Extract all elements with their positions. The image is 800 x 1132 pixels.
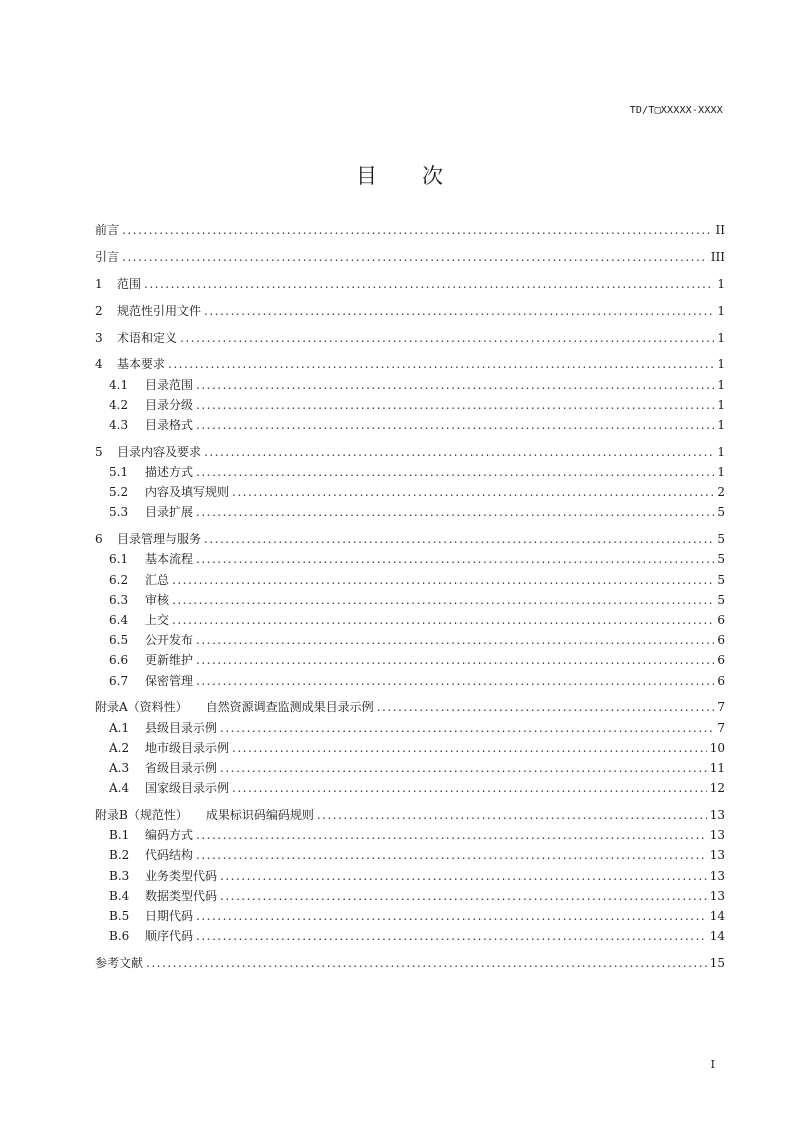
toc-entry-title: 县级目录示例 [145,720,218,735]
toc-entry-number: 1 [95,276,103,291]
toc-entry[interactable] [95,953,725,973]
toc-entry-page: 2 [717,485,725,500]
toc-entry-number: 4 [95,357,103,372]
toc-entry[interactable] [95,375,725,395]
toc-entry-number: B.5 [109,909,130,923]
toc-entry-number: 6.7 [109,673,129,688]
toc-leader-dots [317,805,707,825]
toc-entry-title: 公开发布 [145,633,194,648]
toc-entry-page: 12 [709,781,725,796]
toc-entry-number: 5.2 [109,485,129,500]
toc-entry[interactable] [95,610,725,630]
toc-entry-page: 15 [709,956,725,971]
toc-entry[interactable] [95,354,725,374]
toc-entry-number: B.2 [109,848,130,863]
toc-leader-dots [144,274,714,294]
toc-entry-page: 1 [717,330,725,345]
toc-entry[interactable] [95,926,725,946]
toc-entry[interactable] [95,630,725,650]
toc-entry-number: 附录A（资料性） [95,700,188,715]
toc-entry-title: 业务类型代码 [145,868,218,883]
toc-entry[interactable] [95,502,725,522]
toc-entry-number: B.3 [109,868,130,883]
toc-entry-title: 省级目录示例 [145,761,218,775]
toc-entry[interactable] [95,395,725,415]
toc-entry[interactable] [95,718,725,738]
toc-entry-page: 13 [709,888,725,903]
toc-entry-page: 5 [717,505,725,520]
toc-entry-page: 6 [717,613,725,627]
toc-leader-dots [172,570,714,590]
toc-entry[interactable] [95,462,725,482]
toc-leader-dots [377,697,715,717]
toc-entry-title: 引言 [95,249,120,264]
toc-entry-page: 13 [709,848,725,863]
toc-entry-title: 目录格式 [145,417,194,432]
toc-entry-page: 1 [717,444,725,459]
toc-entry-number: 4.3 [109,417,129,432]
toc-entry-page: 5 [717,572,725,587]
toc-leader-dots [232,778,707,798]
toc-entry-title: 日期代码 [145,909,194,923]
toc-entry-number: A.1 [109,720,130,735]
toc-entry[interactable] [95,671,725,691]
toc-entry-page: 14 [709,929,725,944]
toc-leader-dots [204,529,714,549]
toc-entry-title: 术语和定义 [117,330,178,345]
toc-entry-number: 2 [95,303,103,318]
toc-entry-title: 描述方式 [145,465,194,479]
page-number: I [710,1058,715,1071]
document-code: TD/T□XXXXX-XXXX [629,105,723,116]
toc-leader-dots [196,845,707,865]
toc-entry-page: 7 [717,700,725,715]
toc-entry-number: A.4 [109,781,130,796]
toc-entry-page: 1 [717,357,725,372]
toc-leader-dots [180,328,714,348]
toc-entry-page: 11 [709,761,725,775]
toc-entry-number: B.6 [109,929,130,944]
toc-leader-dots [196,375,714,395]
toc-entry-number: 4.1 [109,377,129,392]
toc-entry-page: 1 [717,377,725,392]
toc-entry-title: 数据类型代码 [145,888,218,903]
toc-leader-dots [196,549,714,569]
toc-entry[interactable] [95,482,725,502]
toc-entry[interactable] [95,301,725,321]
toc-entry-title: 汇总 [145,572,170,587]
toc-entry-page: 13 [709,808,725,823]
toc-entry-title: 参考文献 [95,956,144,971]
toc-entry[interactable] [95,415,725,435]
toc-entry-title: 范围 [117,276,142,291]
toc-entry-title: 目录管理与服务 [117,532,202,547]
toc-leader-dots [196,906,707,926]
toc-leader-dots [220,718,714,738]
toc-entry-page: 1 [717,303,725,318]
toc-entry[interactable] [95,328,725,348]
toc-entry[interactable] [95,247,725,267]
toc-entry[interactable] [95,825,725,845]
toc-entry-page: 10 [709,740,725,755]
toc-entry-title: 目录扩展 [145,505,194,520]
toc-entry-page: 6 [717,653,725,668]
toc-leader-dots [220,758,707,778]
toc-entry-title: 规范性引用文件 [117,303,202,318]
toc-leader-dots [196,926,707,946]
toc-entry-number: 5.3 [109,505,129,520]
toc-entry-page: 13 [709,868,725,883]
toc-entry-title: 保密管理 [145,673,194,688]
toc-entry-number: B.1 [109,828,130,843]
toc-entry[interactable] [95,906,725,926]
toc-leader-dots [168,354,714,374]
toc-entry-title: 上交 [145,613,170,627]
toc-entry-title: 编码方式 [145,828,194,843]
toc-entry-page: III [710,249,725,264]
toc-entry-number: A.2 [109,740,130,755]
toc-entry-title: 审核 [145,592,170,607]
toc-entry-title: 国家级目录示例 [145,781,230,796]
toc-leader-dots [196,395,714,415]
toc-entry[interactable] [95,866,725,886]
toc-entry-title: 代码结构 [145,848,194,863]
toc-entry[interactable] [95,220,725,240]
toc-entry[interactable] [95,274,725,294]
toc-entry[interactable] [95,650,725,670]
toc-entry[interactable] [95,845,725,865]
toc-leader-dots [204,442,714,462]
toc-leader-dots [220,866,707,886]
toc-entry-number: A.3 [109,761,130,775]
toc-entry-title: 目录内容及要求 [117,444,202,459]
toc-entry-page: 5 [717,552,725,567]
toc-leader-dots [172,590,714,610]
toc-entry-title: 成果标识码编码规则 [205,808,314,823]
toc-leader-dots [172,610,714,630]
toc-entry-page: 5 [717,532,725,547]
table-of-contents [95,220,725,973]
toc-entry-page: 14 [709,909,725,923]
toc-entry[interactable] [95,549,725,569]
toc-entry-page: 1 [717,397,725,412]
toc-entry[interactable] [95,529,725,549]
toc-entry-title: 目录范围 [145,377,194,392]
toc-entry-page: 1 [717,276,725,291]
toc-entry-title: 目录分级 [145,397,194,412]
toc-entry-title: 顺序代码 [145,929,194,944]
toc-entry[interactable] [95,805,725,825]
toc-entry-number: 5.1 [109,465,129,479]
toc-entry-number: 6.1 [109,552,129,567]
toc-leader-dots [122,247,708,267]
toc-leader-dots [146,953,707,973]
toc-entry[interactable] [95,570,725,590]
toc-leader-dots [232,482,714,502]
page-title: 目 次 [356,164,444,188]
toc-entry-title: 前言 [95,223,120,237]
toc-leader-dots [196,630,714,650]
toc-entry-page: 13 [709,828,725,843]
toc-entry-page: II [715,223,725,237]
toc-entry-number: 6.4 [109,613,129,627]
toc-entry-page: 1 [717,417,725,432]
toc-entry[interactable] [95,886,725,906]
toc-entry-number: 5 [95,444,103,459]
toc-entry-title: 地市级目录示例 [145,740,230,755]
toc-leader-dots [196,650,714,670]
toc-entry-number: 3 [95,330,103,345]
toc-leader-dots [196,462,714,482]
toc-leader-dots [220,886,707,906]
toc-entry-page: 1 [717,465,725,479]
toc-entry[interactable] [95,442,725,462]
toc-entry-number: 6.3 [109,592,129,607]
toc-entry-number: 6 [95,532,103,547]
toc-entry-title: 基本流程 [145,552,194,567]
toc-leader-dots [196,671,714,691]
toc-entry-page: 6 [717,633,725,648]
toc-entry-title: 自然资源调查监测成果目录示例 [205,700,374,715]
toc-entry[interactable] [95,697,725,717]
toc-entry-number: 6.2 [109,572,129,587]
toc-entry-number: 6.6 [109,653,129,668]
toc-leader-dots [204,301,714,321]
toc-entry[interactable] [95,590,725,610]
toc-entry[interactable] [95,738,725,758]
toc-entry-number: 4.2 [109,397,129,412]
toc-entry-title: 内容及填写规则 [145,485,230,500]
toc-entry-title: 更新维护 [145,653,194,668]
toc-entry-number: B.4 [109,888,130,903]
toc-leader-dots [196,502,714,522]
toc-entry-title: 基本要求 [117,357,166,372]
toc-leader-dots [196,825,707,845]
toc-leader-dots [232,738,707,758]
toc-entry[interactable] [95,778,725,798]
toc-entry-page: 7 [717,720,725,735]
toc-leader-dots [122,220,713,240]
toc-entry-number: 6.5 [109,633,129,648]
toc-leader-dots [196,415,714,435]
toc-entry-page: 5 [717,592,725,607]
toc-entry[interactable] [95,758,725,778]
toc-entry-number: 附录B（规范性） [95,808,188,823]
toc-entry-page: 6 [717,673,725,688]
